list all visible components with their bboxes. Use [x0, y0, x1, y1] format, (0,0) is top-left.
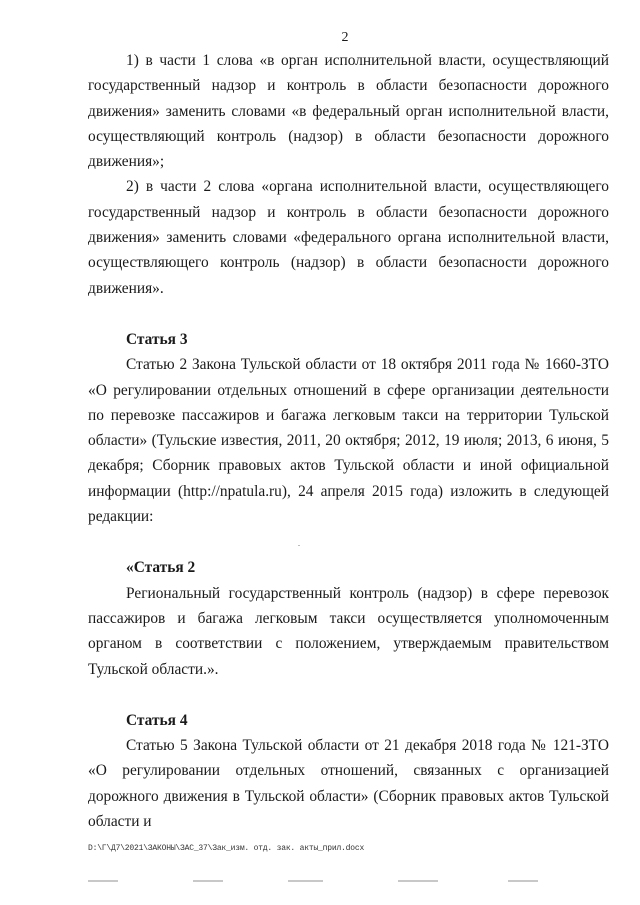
document-body — [88, 48, 609, 834]
item-1-paragraph: 1) в части 1 слова «в орган исполнительной власти, осуществляющий государственный надзор и контроль в области безопасности дорожного движения» заменить словами «в федеральный орган исполнительной власти, осуществляющий контроль (надзор) в области безопасности дорожного движения»; — [88, 52, 609, 171]
quoted-article-2-text: Региональный государственный контроль (надзор) в сфере перевозок пассажиров и багажа легковым такси осуществляется уполномоченным органом в соответствии с положением, утверждаемым правительством Тульской области.». — [88, 584, 609, 678]
scan-mark — [193, 880, 223, 882]
article-3-heading: Статья 3 — [126, 330, 188, 348]
scan-mark — [288, 880, 323, 882]
quoted-article-2-heading: «Статья 2 — [126, 559, 196, 577]
item-2-paragraph: 2) в части 2 слова «органа исполнительной власти, осуществляющего государственный надзор и контроль в области безопасности дорожного движения» заменить словами «федерального органа исполнительной власти, осуществляющего контроль (надзор) в области безопасности дорожного движения». — [88, 178, 609, 297]
scan-speck — [298, 545, 300, 546]
scan-artifacts — [88, 880, 628, 886]
article-4-text: Статью 5 Закона Тульской области от 21 декабря 2018 года № 121-ЗТО «О регулировании отдельных отношений, связанных с организацией дорожного движения в Тульской области» (Сборник правовых актов Тульской области и — [88, 737, 609, 831]
article-3-text: Статью 2 Закона Тульской области от 18 октября 2011 года № 1660-ЗТО «О регулировании отдельных отношений в сфере организации деятельности по перевозке пассажиров и багажа легковым такси на территории Тульской области» (Тульские известия, 2011, 20 октября; 2012, 19 июля; 2013, 6 июня, 5 декабря; Сборник правовых актов Тульской области и иной официальной информации (http://npatula.ru), 24 апреля 2015 года) изложить в следующей редакции: — [88, 356, 609, 526]
file-path-footer: D:\Г\Д7\2021\ЗАКОНЫ\ЗАС_37\Зак_изм. отд. зак. акты_прил.docx — [88, 844, 365, 853]
scan-mark — [88, 880, 118, 882]
page-number: 2 — [341, 30, 349, 45]
article-4-heading: Статья 4 — [126, 711, 188, 729]
scan-mark — [398, 880, 438, 882]
scan-mark — [508, 880, 538, 882]
